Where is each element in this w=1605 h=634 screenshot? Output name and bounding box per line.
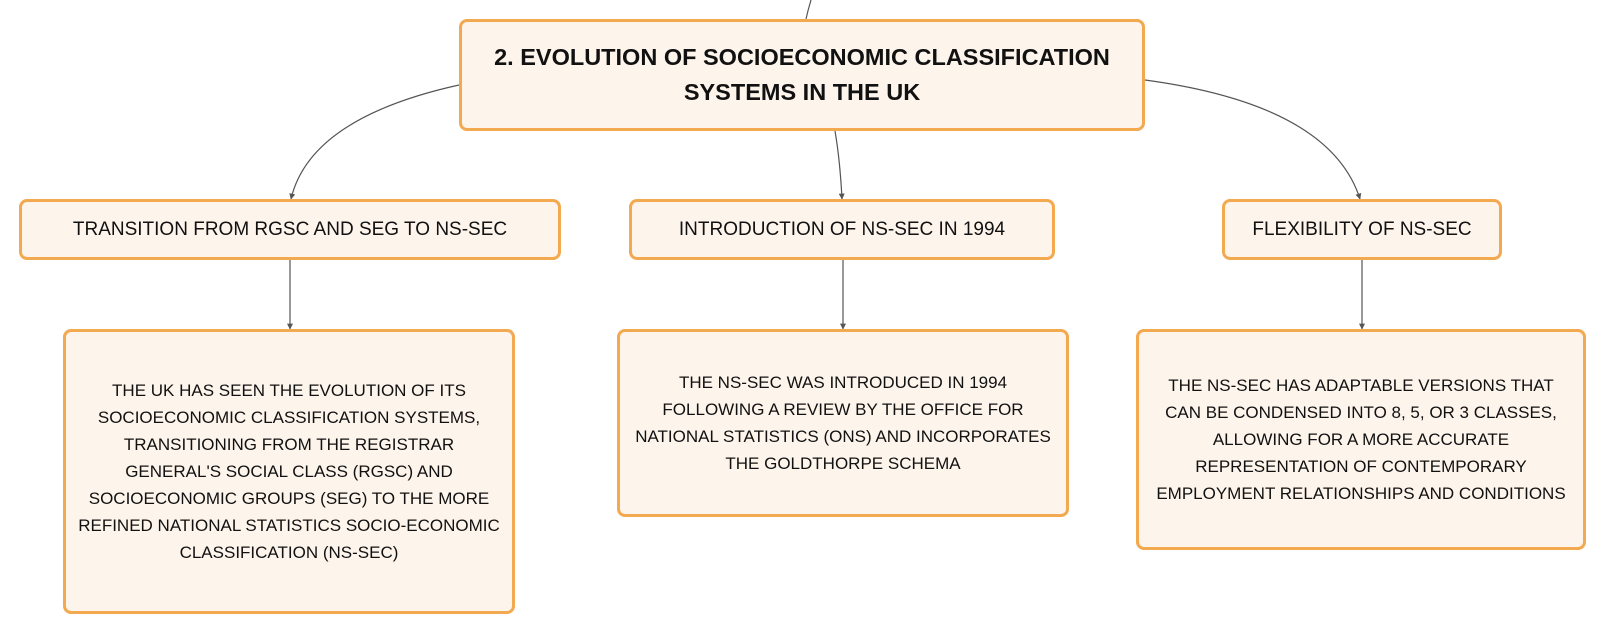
connector-root-to-branch-3 (1145, 80, 1360, 199)
subtopic-node-introduction[interactable] (629, 199, 1055, 260)
detail-text: THE NS-SEC HAS ADAPTABLE VERSIONS THAT CAN BE CONDENSED INTO 8, 5, OR 3 CLASSES, ALLOWING FOR A MORE ACCURATE REPRESENTATION OF CONTEMPORARY EMPLOYMENT RELATIONSHIPS AND CONDITIONS (1156, 376, 1566, 503)
subtopic-node-flexibility[interactable] (1222, 199, 1502, 260)
subtopic-label: INTRODUCTION OF NS-SEC IN 1994 (678, 218, 1006, 240)
connector-root-to-branch-1 (291, 85, 459, 199)
detail-text: THE UK HAS SEEN THE EVOLUTION OF ITS SOCIOECONOMIC CLASSIFICATION SYSTEMS, TRANSITIONING FROM THE REGISTRAR GENERAL'S SOCIAL CLASS (RGSC) AND SOCIOECONOMIC GROUPS (SEG) TO THE MORE REFINED NATIONAL STATISTICS SOCIO-ECONOMIC CLASSIFICATION (NS-SEC) (78, 381, 500, 562)
subtopic-label: FLEXIBILITY OF NS-SEC (1252, 218, 1472, 240)
incoming-connector (806, 0, 811, 19)
subtopic-label: TRANSITION FROM RGSC AND SEG TO NS-SEC (72, 218, 508, 240)
detail-node-flexibility[interactable] (1136, 329, 1586, 550)
subtopic-node-transition[interactable] (19, 199, 561, 260)
detail-node-transition[interactable] (63, 329, 515, 614)
connector-root-to-branch-2 (835, 131, 842, 199)
detail-text: THE NS-SEC WAS INTRODUCED IN 1994 FOLLOWING A REVIEW BY THE OFFICE FOR NATIONAL STATISTICS (ONS) AND INCORPORATES THE GOLDTHORPE SCHEMA (635, 373, 1051, 473)
root-topic-node[interactable] (459, 19, 1145, 131)
root-topic-label: 2. EVOLUTION OF SOCIOECONOMIC CLASSIFICATION SYSTEMS IN THE UK (494, 44, 1110, 105)
detail-node-introduction[interactable] (617, 329, 1069, 517)
